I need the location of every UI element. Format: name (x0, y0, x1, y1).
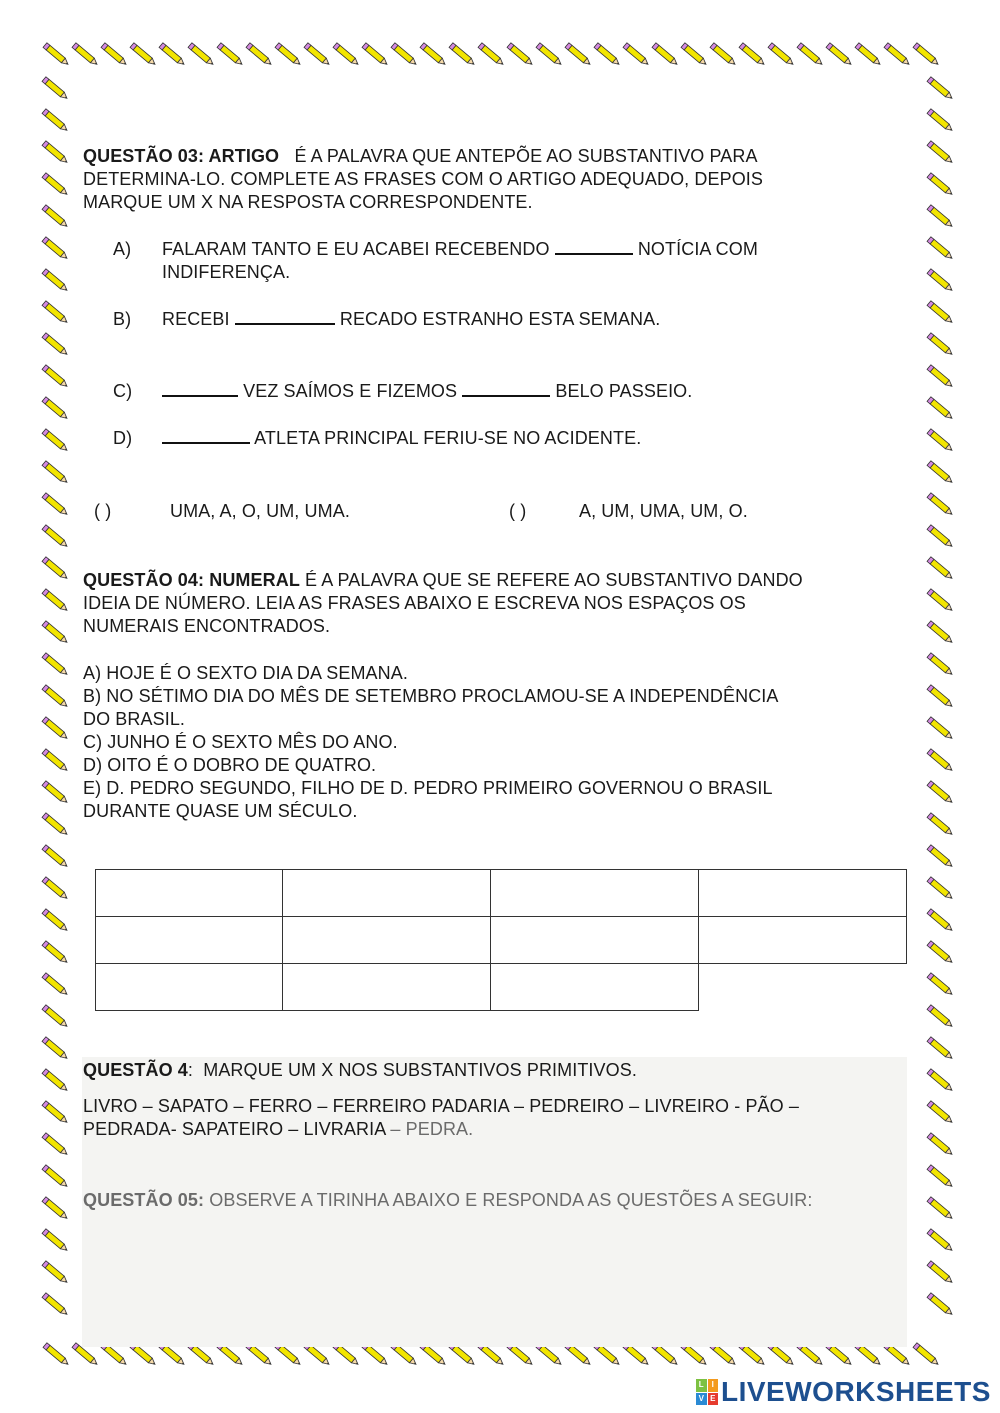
answer-cell[interactable] (283, 964, 491, 1011)
pencil-icon (927, 845, 954, 869)
pencil-icon (826, 43, 853, 67)
q4a-item-c: C) JUNHO É O SEXTO MÊS DO ANO. (83, 732, 398, 752)
pencil-icon (246, 43, 273, 67)
q4a-intro-line2: IDEIA DE NÚMERO. LEIA AS FRASES ABAIXO E ESCREVA NOS ESPAÇOS OS (83, 593, 746, 613)
pencil-icon (681, 43, 708, 67)
pencil-icon (159, 43, 186, 67)
pencil-icon (449, 43, 476, 67)
q4a-item-d: D) OITO É O DOBRO DE QUATRO. (83, 755, 377, 775)
table-row (96, 870, 907, 917)
pencil-icon (927, 909, 954, 933)
pencil-icon (42, 237, 69, 261)
logo-letter: E (708, 1393, 719, 1406)
pencil-icon (927, 1005, 954, 1029)
pencil-icon (927, 365, 954, 389)
q5-heading (83, 1189, 813, 1212)
pencil-icon (927, 1101, 954, 1125)
pencil-icon (927, 973, 954, 997)
pencil-icon (42, 1261, 69, 1285)
pencil-icon (927, 525, 954, 549)
pencil-icon (927, 781, 954, 805)
pencil-icon (42, 269, 69, 293)
q4a-intro-line3: NUMERAIS ENCONTRADOS. (83, 616, 331, 636)
q3-option2-label: A, UM, UMA, UM, O. (579, 501, 748, 521)
pencil-icon (391, 43, 418, 67)
liveworksheets-logo-icon (696, 1379, 718, 1405)
q4a-item-e-line2: DURANTE QUASE UM SÉCULO. (83, 801, 358, 821)
answer-table (95, 869, 907, 1011)
pencil-icon (927, 1197, 954, 1221)
q4b-words-line2a: PEDRADA- SAPATEIRO – LIVRARIA (83, 1119, 386, 1139)
q3-item-b (162, 308, 660, 331)
pencil-icon (42, 685, 69, 709)
q3-item-b-part2: RECADO ESTRANHO ESTA SEMANA. (339, 309, 661, 329)
pencil-icon (42, 909, 69, 933)
pencil-icon (42, 1165, 69, 1189)
pencil-icon (927, 461, 954, 485)
q3-item-c-letter: C) (113, 381, 133, 401)
pencil-icon (42, 813, 69, 837)
q3-item-b-part1: RECEBI (162, 309, 230, 329)
q3-item-c-part1: VEZ SAÍMOS E FIZEMOS (243, 381, 458, 401)
pencil-icon (927, 269, 954, 293)
answer-cell[interactable] (283, 870, 491, 917)
pencil-icon (927, 1069, 954, 1093)
pencil-icon (927, 589, 954, 613)
pencil-icon (42, 973, 69, 997)
q5-instruction: OBSERVE A TIRINHA ABAIXO E RESPONDA AS QUESTÕES A SEGUIR: (209, 1190, 813, 1210)
pencil-icon (927, 557, 954, 581)
q3-item-d (162, 427, 641, 450)
pencil-icon (710, 43, 737, 67)
pencil-icon (43, 1343, 70, 1367)
pencil-icon (652, 43, 679, 67)
pencil-icon (42, 717, 69, 741)
q3-item-c-part2: BELO PASSEIO. (555, 381, 693, 401)
answer-cell[interactable] (699, 870, 907, 917)
pencil-icon (623, 43, 650, 67)
pencil-icon (927, 717, 954, 741)
answer-cell[interactable] (491, 964, 699, 1011)
answer-cell[interactable] (96, 917, 283, 964)
pencil-icon (927, 877, 954, 901)
brand-name: LIVEWORKSHEETS (721, 1376, 991, 1407)
pencil-icon (927, 813, 954, 837)
table-row (96, 917, 907, 964)
pencil-icon (130, 43, 157, 67)
pencil-icon (507, 43, 534, 67)
pencil-icon (797, 43, 824, 67)
pencil-icon (42, 1101, 69, 1125)
pencil-icon (42, 1293, 69, 1317)
q4b-heading (83, 1059, 637, 1082)
pencil-icon (927, 1229, 954, 1253)
q3-heading (83, 145, 758, 168)
pencil-icon (927, 1261, 954, 1285)
pencil-icon (42, 365, 69, 389)
pencil-icon (188, 43, 215, 67)
pencil-icon (927, 237, 954, 261)
pencil-icon (927, 301, 954, 325)
q3-option1-checkbox[interactable]: ( ) (94, 501, 112, 521)
pencil-icon (217, 43, 244, 67)
logo-letter: L (696, 1379, 707, 1392)
pencil-icon (42, 941, 69, 965)
pencil-icon (478, 43, 505, 67)
pencil-icon (913, 43, 940, 67)
answer-cell[interactable] (699, 917, 907, 964)
answer-cell[interactable] (283, 917, 491, 964)
pencil-icon (42, 77, 69, 101)
pencil-icon (42, 781, 69, 805)
q4a-title: QUESTÃO 04: (83, 570, 205, 590)
answer-cell[interactable] (96, 964, 283, 1011)
q4b-title: QUESTÃO 4 (83, 1060, 188, 1080)
pencil-icon (565, 43, 592, 67)
q4b-colon: : (187, 1060, 194, 1080)
pencil-icon (927, 749, 954, 773)
q3-item-a-letter: A) (113, 239, 132, 259)
q4b-words-line1: LIVRO – SAPATO – FERRO – FERREIRO PADARIA – PEDREIRO – LIVREIRO - PÃO – (83, 1096, 799, 1116)
table-row (96, 964, 907, 1011)
answer-blank[interactable] (235, 309, 335, 325)
pencil-icon (927, 429, 954, 453)
pencil-icon (42, 557, 69, 581)
answer-blank[interactable] (462, 381, 550, 397)
q3-item-a-line2: INDIFERENÇA. (162, 262, 291, 282)
pencil-icon (884, 43, 911, 67)
logo-letter: I (708, 1379, 719, 1392)
pencil-icon (42, 1133, 69, 1157)
pencil-icon (739, 43, 766, 67)
pencil-icon (927, 205, 954, 229)
pencil-icon (42, 589, 69, 613)
answer-cell[interactable] (491, 917, 699, 964)
pencil-icon (42, 525, 69, 549)
q3-option1-label: UMA, A, O, UM, UMA. (170, 501, 350, 521)
q4a-item-b-line2: DO BRASIL. (83, 709, 186, 729)
pencil-icon (72, 43, 99, 67)
q5-title: QUESTÃO 05: (83, 1190, 205, 1210)
pencil-icon (42, 493, 69, 517)
pencil-icon (42, 429, 69, 453)
pencil-icon (927, 1133, 954, 1157)
q3-intro-line2: DETERMINA-LO. COMPLETE AS FRASES COM O ARTIGO ADEQUADO, DEPOIS (83, 169, 763, 189)
pencil-icon (42, 1005, 69, 1029)
pencil-icon (927, 141, 954, 165)
pencil-icon (536, 43, 563, 67)
pencil-icon (420, 43, 447, 67)
pencil-icon (927, 621, 954, 645)
pencil-icon (42, 1037, 69, 1061)
logo-letter: V (696, 1393, 707, 1406)
pencil-icon (927, 1293, 954, 1317)
q3-item-d-letter: D) (113, 428, 133, 448)
q3-intro-line3: MARQUE UM X NA RESPOSTA CORRESPONDENTE. (83, 192, 533, 212)
answer-cell[interactable] (491, 870, 699, 917)
pencil-icon (42, 461, 69, 485)
q3-option2-checkbox[interactable]: ( ) (509, 501, 527, 521)
pencil-icon (927, 109, 954, 133)
answer-blank[interactable] (162, 428, 250, 444)
answer-blank[interactable] (555, 239, 633, 255)
q3-intro-line1: É A PALAVRA QUE ANTEPÕE AO SUBSTANTIVO PARA (294, 146, 758, 166)
pencil-icon (768, 43, 795, 67)
q4b-words-line2 (83, 1118, 473, 1141)
pencil-icon (927, 685, 954, 709)
q4a-title-word: NUMERAL (209, 570, 300, 590)
answer-cell[interactable] (96, 870, 283, 917)
pencil-icon (42, 877, 69, 901)
q4b-words-line2b: – PEDRA. (385, 1119, 474, 1139)
pencil-icon (42, 109, 69, 133)
pencil-icon (42, 1069, 69, 1093)
q3-item-d-part1: ATLETA PRINCIPAL FERIU-SE NO ACIDENTE. (254, 428, 642, 448)
pencil-icon (42, 397, 69, 421)
pencil-icon (42, 173, 69, 197)
pencil-icon (275, 43, 302, 67)
pencil-icon (333, 43, 360, 67)
q4a-intro-line1: É A PALAVRA QUE SE REFERE AO SUBSTANTIVO DANDO (305, 570, 803, 590)
q4a-item-a: A) HOJE É O SEXTO DIA DA SEMANA. (83, 663, 408, 683)
pencil-icon (913, 1343, 940, 1367)
pencil-icon (43, 43, 70, 67)
pencil-icon (927, 1037, 954, 1061)
q3-item-a (162, 238, 758, 261)
pencil-icon (855, 43, 882, 67)
q4a-item-b-line1: B) NO SÉTIMO DIA DO MÊS DE SETEMBRO PROCLAMOU-SE A INDEPENDÊNCIA (83, 686, 779, 706)
q4a-heading (83, 569, 803, 592)
q3-item-a-part2: NOTÍCIA COM (637, 239, 758, 259)
pencil-icon (927, 397, 954, 421)
pencil-icon (42, 1197, 69, 1221)
pencil-icon (42, 1229, 69, 1253)
pencil-icon (927, 173, 954, 197)
pencil-icon (594, 43, 621, 67)
pencil-icon (42, 301, 69, 325)
answer-blank[interactable] (162, 381, 238, 397)
pencil-icon (42, 749, 69, 773)
pencil-icon (42, 845, 69, 869)
pencil-icon (101, 43, 128, 67)
pencil-icon (927, 1165, 954, 1189)
q3-item-a-part1: FALARAM TANTO E EU ACABEI RECEBENDO (162, 239, 550, 259)
pencil-icon (927, 493, 954, 517)
q3-item-b-letter: B) (113, 309, 132, 329)
pencil-icon (927, 77, 954, 101)
pencil-icon (42, 333, 69, 357)
pencil-icon (927, 653, 954, 677)
pencil-icon (927, 941, 954, 965)
q4a-item-e-line1: E) D. PEDRO SEGUNDO, FILHO DE D. PEDRO PRIMEIRO GOVERNOU O BRASIL (83, 778, 773, 798)
empty-cell (699, 964, 907, 1011)
liveworksheets-brand (696, 1376, 991, 1408)
pencil-icon (42, 205, 69, 229)
pencil-icon (927, 333, 954, 357)
pencil-icon (42, 141, 69, 165)
pencil-icon (304, 43, 331, 67)
q4b-instruction: MARQUE UM X NOS SUBSTANTIVOS PRIMITIVOS. (203, 1060, 637, 1080)
pencil-icon (42, 653, 69, 677)
pencil-icon (42, 621, 69, 645)
q3-item-c (162, 380, 692, 403)
q3-title: QUESTÃO 03: ARTIGO (83, 146, 280, 166)
pencil-icon (362, 43, 389, 67)
